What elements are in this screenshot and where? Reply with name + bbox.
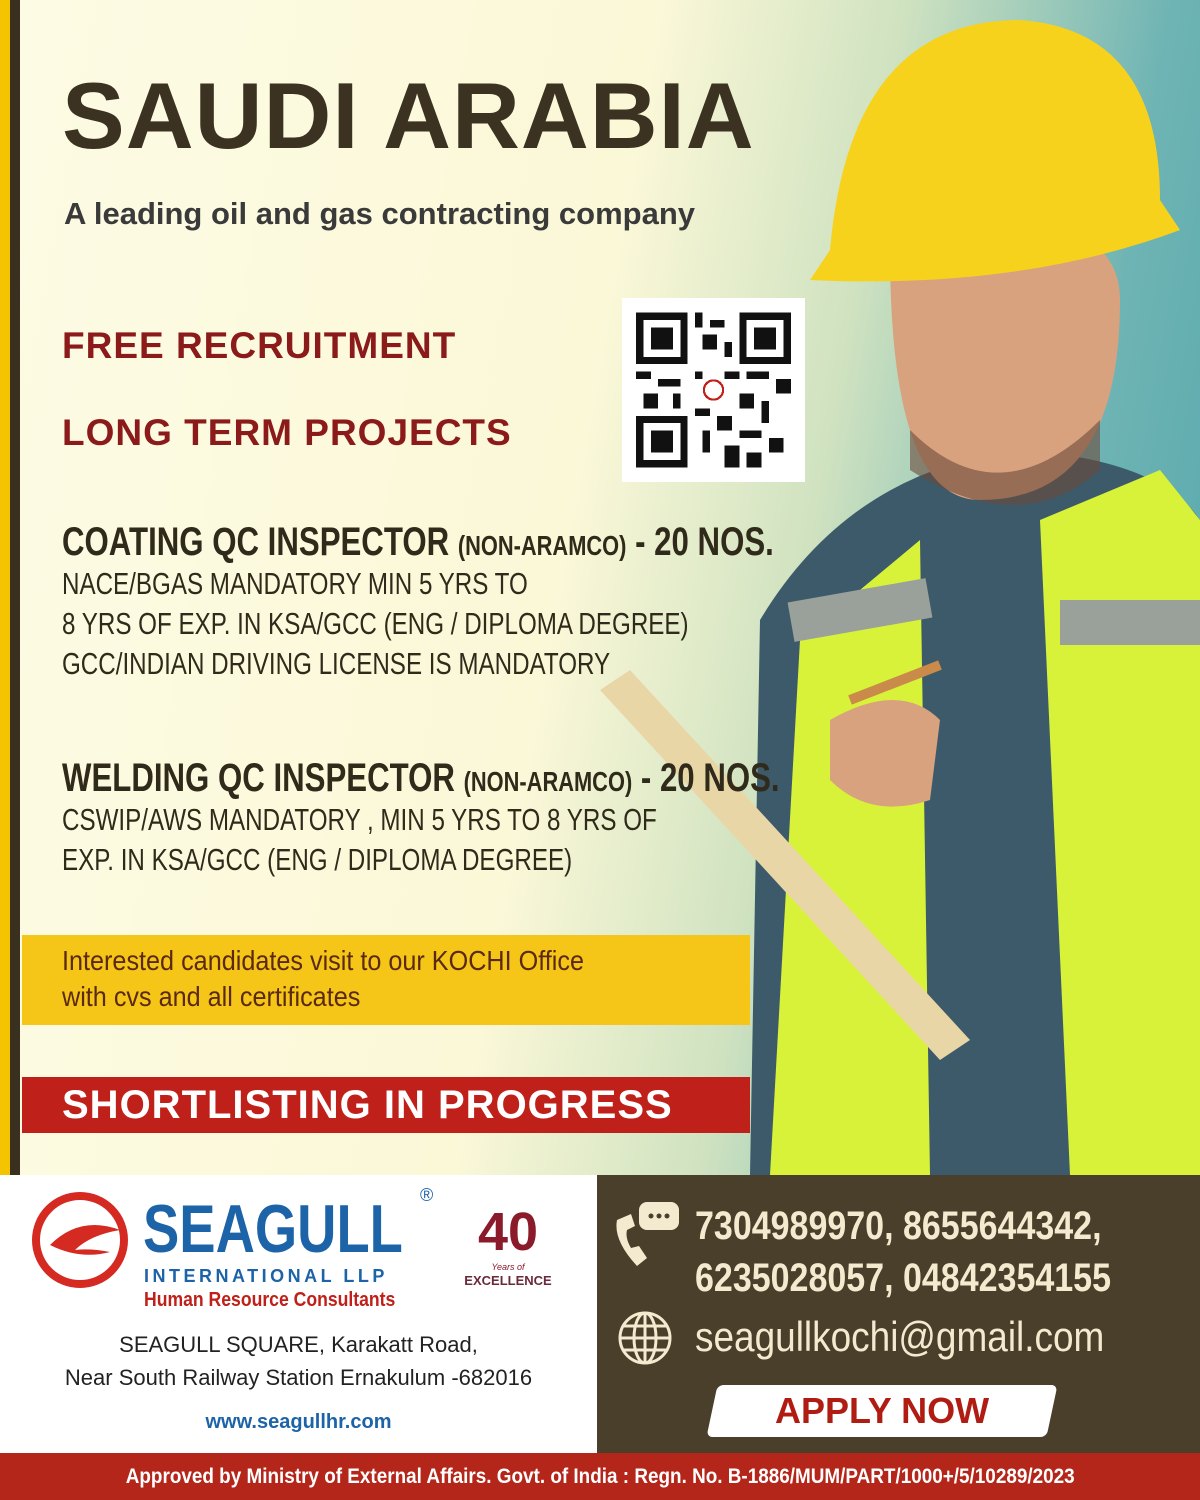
- badge-number: 40: [477, 1202, 539, 1262]
- company-address: [0, 1328, 597, 1394]
- job-detail: 8 YRS OF EXP. IN KSA/GCC (ENG / DIPLOMA DEGREE): [62, 606, 689, 641]
- job-detail: GCC/INDIAN DRIVING LICENSE IS MANDATORY: [62, 646, 611, 681]
- seagull-logo-icon: [30, 1190, 130, 1290]
- company-panel: [0, 1175, 597, 1453]
- company-tagline: Human Resource Consultants: [144, 1289, 396, 1311]
- address-line: SEAGULL SQUARE, Karakatt Road,: [119, 1332, 478, 1357]
- yellow-stripe: [0, 0, 10, 1175]
- apply-now-button[interactable]: [706, 1385, 1057, 1437]
- job-title-text: COATING QC INSPECTOR: [62, 520, 450, 564]
- shortlisting-banner: SHORTLISTING IN PROGRESS: [22, 1077, 750, 1133]
- long-term-projects: LONG TERM PROJECTS: [62, 412, 512, 453]
- job-title-coating: [62, 520, 774, 565]
- email-address[interactable]: seagullkochi@gmail.com: [695, 1313, 1105, 1360]
- hand: [830, 700, 940, 807]
- globe-icon: [617, 1310, 673, 1366]
- job-qualifier: (NON-ARAMCO): [463, 766, 633, 797]
- job-title-welding: [62, 756, 780, 801]
- job-detail: CSWIP/AWS MANDATORY , MIN 5 YRS TO 8 YRS OF: [62, 802, 657, 837]
- badge-years: Years of: [491, 1262, 525, 1272]
- website-link[interactable]: www.seagullhr.com: [205, 1411, 392, 1433]
- qr-code[interactable]: [622, 298, 805, 482]
- company-legal-name: INTERNATIONAL LLP: [144, 1266, 388, 1286]
- subtitle: A leading oil and gas contracting company: [64, 196, 696, 231]
- job-count: - 20 NOS.: [635, 520, 774, 564]
- vest-reflective-strip: [1060, 600, 1200, 645]
- registered-mark: ®: [420, 1185, 434, 1205]
- apply-now-label: APPLY NOW: [774, 1390, 990, 1431]
- footer-text: Approved by Ministry of External Affairs. Govt. of India : Regn. No. B-1886/MUM/PART/1000+/5/10289/2023: [125, 1465, 1075, 1488]
- phone-line: 6235028057, 04842354155: [695, 1256, 1111, 1300]
- phone-numbers: [695, 1200, 1111, 1304]
- badge-label: EXCELLENCE: [464, 1273, 552, 1288]
- address-line: Near South Railway Station Ernakulum -682016: [64, 1365, 533, 1390]
- job-title-text: WELDING QC INSPECTOR: [62, 756, 455, 800]
- dark-stripe: [10, 0, 20, 1175]
- hard-hat: [810, 20, 1180, 281]
- approval-footer: [0, 1453, 1200, 1500]
- job-detail: NACE/BGAS MANDATORY MIN 5 YRS TO: [62, 566, 528, 601]
- phone-chat-icon: [609, 1200, 681, 1272]
- job-qualifier: (NON-ARAMCO): [457, 530, 627, 561]
- notice-box: [22, 935, 750, 1025]
- free-recruitment: FREE RECRUITMENT: [62, 325, 457, 366]
- anniversary-badge: [452, 1203, 564, 1298]
- company-name: SEAGULL: [143, 1193, 403, 1265]
- job-detail: EXP. IN KSA/GCC (ENG / DIPLOMA DEGREE): [62, 842, 573, 877]
- notice-line: Interested candidates visit to our KOCHI Office: [62, 945, 584, 976]
- job-count: - 20 NOS.: [640, 756, 780, 800]
- phone-line: 7304989970, 8655644342,: [695, 1204, 1102, 1248]
- page-title: SAUDI ARABIA: [62, 63, 755, 168]
- company-name-wrap: [143, 1193, 413, 1265]
- notice-line: with cvs and all certificates: [62, 981, 361, 1012]
